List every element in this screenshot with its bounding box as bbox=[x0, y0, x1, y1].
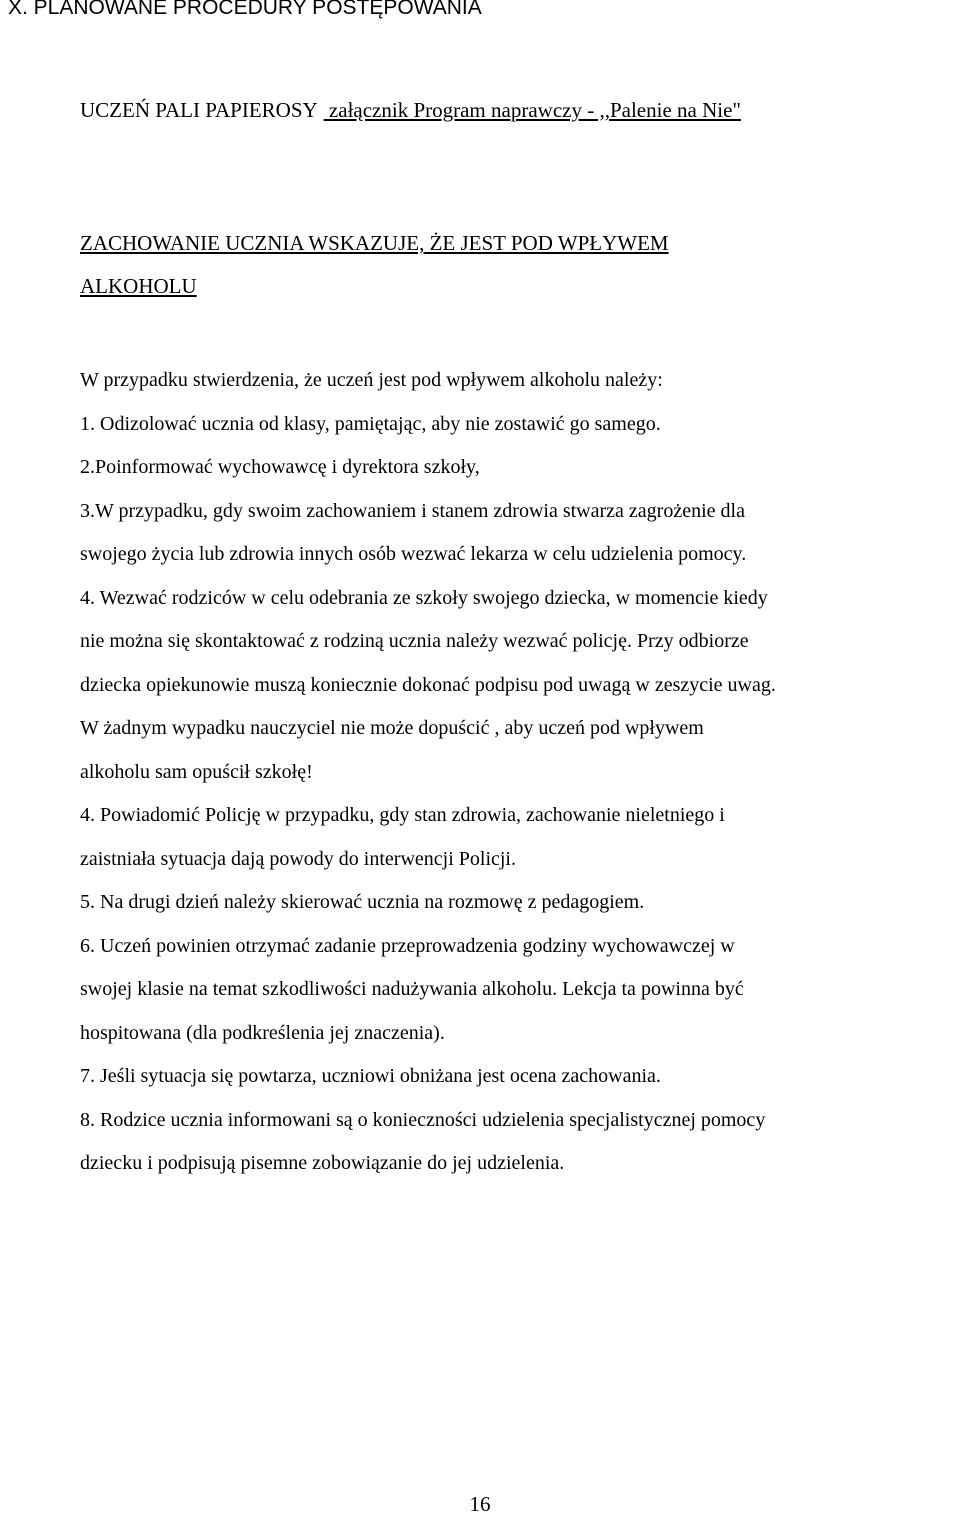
attachment-link[interactable]: załącznik Program naprawczy - ,,Palenie na Nie" bbox=[323, 98, 741, 122]
body-line: 6. Uczeń powinien otrzymać zadanie przeprowadzenia godziny wychowawczej w bbox=[80, 934, 735, 957]
body-line: 3.W przypadku, gdy swoim zachowaniem i stanem zdrowia stwarza zagrożenie dla bbox=[80, 499, 745, 522]
body-line: dziecka opiekunowie muszą koniecznie dokonać podpisu pod uwagą w zeszycie uwag. bbox=[80, 673, 776, 696]
body-line: 8. Rodzice ucznia informowani są o konieczności udzielenia specjalistycznej pomocy bbox=[80, 1108, 766, 1131]
page-number: 16 bbox=[469, 1492, 491, 1516]
chapter-heading: X. PLANOWANE PROCEDURY POSTĘPOWANIA bbox=[8, 0, 482, 19]
body-line: W przypadku stwierdzenia, że uczeń jest pod wpływem alkoholu należy: bbox=[80, 369, 663, 391]
procedure-body bbox=[80, 359, 960, 1186]
body-line: 7. Jeśli sytuacja się powtarza, uczniowi obniżana jest ocena zachowania. bbox=[80, 1065, 661, 1087]
section-title-smoking bbox=[80, 95, 741, 125]
section-title-smoking-label: UCZEŃ PALI PAPIEROSY bbox=[80, 98, 318, 122]
body-line: hospitowana (dla podkreślenia jej znaczenia). bbox=[80, 1021, 445, 1044]
body-line: dziecku i podpisują pisemne zobowiązanie do jej udzielenia. bbox=[80, 1152, 565, 1174]
body-line: 1. Odizolować ucznia od klasy, pamiętając, aby nie zostawić go samego. bbox=[80, 412, 661, 435]
body-line: swojego życia lub zdrowia innych osób wezwać lekarza w celu udzielenia pomocy. bbox=[80, 543, 747, 565]
body-line: alkoholu sam opuścił szkołę! bbox=[80, 760, 313, 783]
body-line: 4. Wezwać rodziców w celu odebrania ze szkoły swojego dziecka, w momencie kiedy bbox=[80, 586, 768, 609]
section-title-alcohol-line1: ZACHOWANIE UCZNIA WSKAZUJE, ŻE JEST POD WPŁYWEM bbox=[80, 231, 669, 255]
section-title-alcohol-line2: ALKOHOLU bbox=[80, 274, 197, 298]
body-line: nie można się skontaktować z rodziną ucznia należy wezwać policję. Przy odbiorze bbox=[80, 630, 749, 652]
body-line: 4. Powiadomić Policję w przypadku, gdy stan zdrowia, zachowanie nieletniego i bbox=[80, 804, 725, 826]
body-line: swojej klasie na temat szkodliwości nadużywania alkoholu. Lekcja ta powinna być bbox=[80, 978, 744, 1000]
body-line: zaistniała sytuacja dają powody do interwencji Policji. bbox=[80, 847, 516, 870]
body-line: W żadnym wypadku nauczyciel nie może dopuścić , aby uczeń pod wpływem bbox=[80, 717, 704, 739]
body-line: 2.Poinformować wychowawcę i dyrektora szkoły, bbox=[80, 456, 480, 478]
body-line: 5. Na drugi dzień należy skierować ucznia na rozmowę z pedagogiem. bbox=[80, 891, 645, 913]
